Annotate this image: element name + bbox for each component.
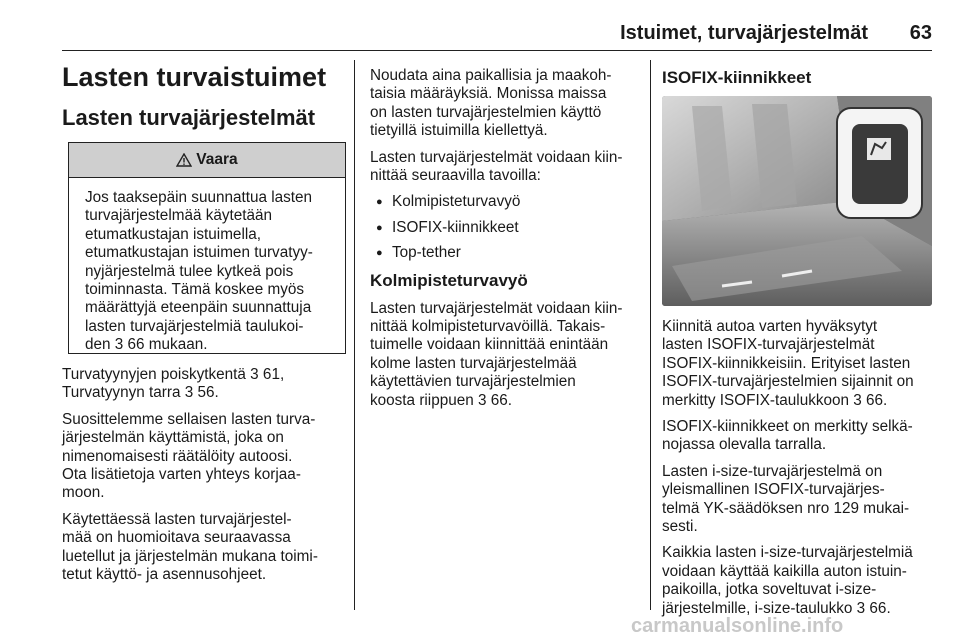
subsection-title: Lasten turvajärjestelmät — [62, 105, 316, 130]
text-line: den 3 66 mukaan. — [85, 336, 208, 354]
column-3 — [662, 67, 934, 97]
body-paragraph — [370, 67, 640, 141]
section-title: Lasten turvaistuimet — [62, 62, 327, 92]
body-paragraph — [370, 149, 640, 186]
bullet-list — [370, 193, 640, 262]
text-line: lasten ISOFIX-turvajärjestelmät — [662, 336, 875, 354]
bullet-item: ● Top-tether — [370, 244, 640, 262]
body-paragraph — [62, 366, 352, 403]
body-paragraph — [662, 544, 934, 618]
column-divider-2 — [650, 60, 651, 610]
column-2 — [370, 67, 640, 418]
text-line: mää on huomioitava seuraavassa — [62, 529, 291, 547]
bullet-item: ● ISOFIX-kiinnikkeet — [370, 219, 640, 237]
body-paragraph — [370, 300, 640, 410]
text-line: nittää kolmipisteturvavöillä. Takais- — [370, 318, 606, 336]
text-line: Ota lisätietoja varten yhteys korjaa- — [62, 466, 301, 484]
text-line: järjestelmän käyttämistä, joka on — [62, 429, 284, 447]
text-line: käytettävien turvajärjestelmien — [370, 373, 576, 391]
text-line: tetut käyttö- ja asennusohjeet. — [62, 566, 267, 584]
text-line: Suosittelemme sellaisen lasten turva- — [62, 410, 316, 428]
text-line: nimenomaisesti räätälöity autoosi. — [62, 447, 293, 465]
text-line: Lasten turvajärjestelmät voidaan kiin- — [370, 299, 623, 317]
header-rule — [62, 50, 932, 51]
page-header-title: Istuimet, turvajärjestelmät — [620, 22, 868, 44]
text-line: Kaikkia lasten i-size-turvajärjestelmiä — [662, 544, 913, 562]
warning-triangle-icon — [176, 153, 192, 167]
warning-header — [69, 143, 345, 178]
body-paragraph — [62, 511, 352, 585]
text-line: sesti. — [662, 518, 698, 536]
text-line: voidaan käyttää kaikilla auton istuin- — [662, 562, 907, 580]
text-line: moon. — [62, 484, 105, 502]
text-line: määrättyjä eteenpäin suunnattuja — [85, 299, 312, 317]
page-number: 63 — [909, 22, 932, 44]
text-line: merkitty ISOFIX-taulukkoon 3 66. — [662, 391, 888, 409]
warning-box — [68, 142, 346, 354]
column-1-body — [62, 366, 352, 592]
text-line: turvajärjestelmää käytetään — [85, 207, 273, 225]
text-line: nittää seuraavilla tavoilla: — [370, 167, 541, 185]
text-line: nojassa olevalla tarralla. — [662, 436, 827, 454]
text-line: on lasten turvajärjestelmien käyttö — [370, 103, 602, 121]
isofix-heading: ISOFIX-kiinnikkeet — [662, 68, 812, 87]
text-line: kolme lasten turvajärjestelmää — [370, 354, 577, 372]
text-line: järjestelmille, i-size-taulukko 3 66. — [662, 599, 891, 617]
warning-text — [69, 178, 345, 355]
text-line: tuimelle voidaan kiinnittää enintään — [370, 336, 609, 354]
text-line: nyjärjestelmä tulee kytkeä pois — [85, 262, 294, 280]
text-line: tietyillä istuimilla kiellettyä. — [370, 122, 548, 140]
text-line: etumatkustajan istuimen turvatyy- — [85, 244, 313, 262]
text-line: lasten turvajärjestelmiä taulukoi- — [85, 317, 304, 335]
text-line: etumatkustajan istuimella, — [85, 225, 261, 243]
text-line: koosta riippuen 3 66. — [370, 391, 513, 409]
warning-label: Vaara — [196, 151, 238, 168]
text-line: Lasten turvajärjestelmät voidaan kiin- — [370, 148, 623, 166]
text-line: Käytettäessä lasten turvajärjestel- — [62, 510, 292, 528]
text-line: Kiinnitä autoa varten hyväksytyt — [662, 318, 878, 335]
text-line: ISOFIX-kiinnikkeet on merkitty selkä- — [662, 418, 913, 436]
watermark: carmanualsonline.info — [631, 615, 844, 637]
text-line: paikoilla, jotka soveltuvat i-size- — [662, 581, 877, 599]
text-line: ISOFIX-kiinnikkeisiin. Erityiset lasten — [662, 354, 911, 372]
text-line: luetellut ja järjestelmän mukana toimi- — [62, 547, 318, 565]
text-line: Lasten i-size-turvajärjestelmä on — [662, 462, 883, 480]
text-line: ISOFIX-turvajärjestelmien sijainnit on — [662, 373, 914, 391]
isofix-photo — [662, 96, 932, 306]
text-line: taisia määräyksiä. Monissa maissa — [370, 85, 607, 103]
bullet-item: ● Kolmipisteturvavyö — [370, 193, 640, 211]
body-paragraph — [662, 418, 934, 455]
body-paragraph — [662, 463, 934, 537]
text-line: toiminnasta. Tämä koskee myös — [85, 281, 305, 299]
text-line: Noudata aina paikallisia ja maakoh- — [370, 67, 612, 84]
text-line: yleismallinen ISOFIX-turvajärjes- — [662, 481, 885, 499]
body-paragraph — [662, 318, 934, 410]
text-line: Jos taaksepäin suunnattua lasten — [85, 189, 313, 206]
three-point-belt-heading: Kolmipisteturvavyö — [370, 270, 528, 290]
column-divider-1 — [354, 60, 355, 610]
text-line: telmä YK-säädöksen nro 129 mukai- — [662, 499, 910, 517]
text-line: Turvatyynyjen poiskytkentä 3 61, — [62, 366, 285, 383]
body-paragraph — [62, 411, 352, 503]
text-line: Turvatyynyn tarra 3 56. — [62, 384, 219, 402]
column-3-body — [662, 318, 934, 626]
